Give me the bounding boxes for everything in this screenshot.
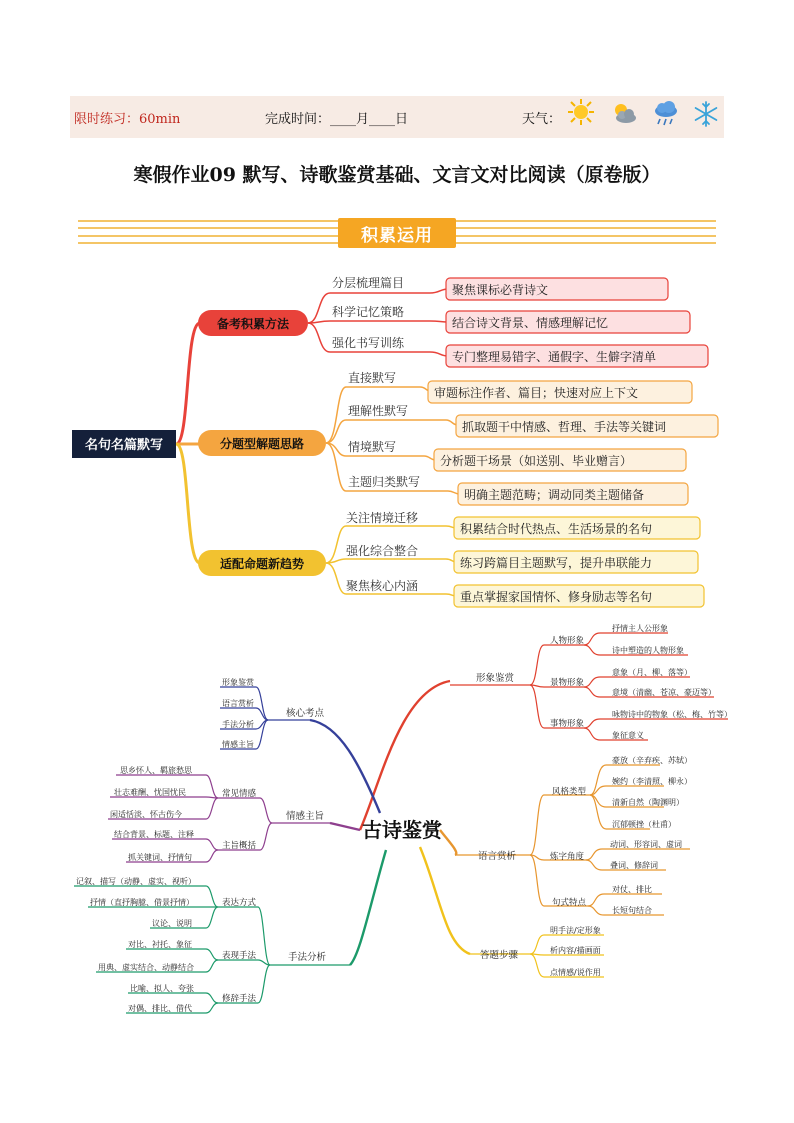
mm2-expression-item-3: 议论、说明 bbox=[152, 919, 192, 928]
mm1-b3-topic-1: 关注情境迁移 bbox=[346, 511, 419, 525]
weather-label: 天气： bbox=[522, 112, 562, 127]
mm2-expression-item-2: 抒情（直抒胸臆、借景抒情） bbox=[90, 898, 194, 907]
page-title: 寒假作业09 默写、诗歌鉴赏基础、文言文对比阅读（原卷版） bbox=[133, 164, 661, 186]
mm1-branch-2-label: 分题型解题思路 bbox=[219, 437, 305, 451]
mm1-b2-detail-1: 审题标注作者、篇目；快速对应上下文 bbox=[434, 386, 639, 400]
mm2-common-item-3: 闲适恬淡、怀古伤今 bbox=[110, 810, 182, 819]
mm2-core-label: 核心考点 bbox=[286, 708, 325, 719]
mm2-summary-label: 主旨概括 bbox=[222, 841, 257, 851]
snowflake-icon bbox=[692, 100, 720, 128]
mm2-summary-item-2: 抓关键词、抒情句 bbox=[128, 853, 192, 862]
mm2-style-item-4: 沉郁顿挫（杜甫） bbox=[612, 820, 676, 829]
sun-icon bbox=[567, 98, 595, 126]
mm2-person-item-1: 抒情主人公形象 bbox=[612, 624, 668, 633]
mm1-b2-topic-2: 理解性默写 bbox=[348, 404, 409, 418]
mm2-performance-item-2: 用典、虚实结合、动静结合 bbox=[98, 963, 194, 972]
mm1-b3-topic-2: 强化综合整合 bbox=[346, 544, 419, 558]
mm2-common-item-1: 思乡怀人、羁旅愁思 bbox=[120, 766, 192, 775]
mm2-expression-label: 表达方式 bbox=[222, 898, 257, 908]
mm2-core-item-1: 形象鉴赏 bbox=[222, 678, 254, 687]
mm2-core-item-2: 语言赏析 bbox=[222, 699, 254, 708]
mm1-b1-detail-2: 结合诗文背景、情感理解记忆 bbox=[452, 316, 609, 330]
mm1-b3-detail-1: 积累结合时代热点、生活场景的名句 bbox=[460, 522, 653, 536]
mm1-b1-detail-1: 聚焦课标必背诗文 bbox=[452, 283, 549, 297]
mm2-step-1: 明手法/定形象 bbox=[550, 926, 601, 935]
mm2-style-item-3: 清新自然（陶渊明） bbox=[612, 798, 684, 807]
mm2-sentence-label: 句式特点 bbox=[552, 898, 587, 908]
mm1-branch-1-label: 备考积累方法 bbox=[216, 317, 290, 331]
partly-cloudy-icon bbox=[610, 100, 638, 128]
mm2-expression-item-1: 记叙、描写（动静、虚实、视听） bbox=[76, 877, 196, 886]
mm2-summary-item-1: 结合背景、标题、注释 bbox=[114, 830, 194, 839]
mm1-b2-topic-1: 直接默写 bbox=[348, 371, 397, 385]
rain-icon bbox=[652, 100, 680, 128]
mm1-b1-topic-1: 分层梳理篇目 bbox=[332, 276, 405, 290]
mm2-words-item-2: 叠词、修辞词 bbox=[610, 861, 658, 870]
mm2-performance-label: 表现手法 bbox=[222, 951, 257, 961]
mm1-b3-detail-2: 练习跨篇目主题默写，提升串联能力 bbox=[460, 556, 653, 570]
mm2-person-item-2: 诗中塑造的人物形象 bbox=[612, 646, 684, 655]
mm2-image-label: 形象鉴赏 bbox=[476, 673, 515, 684]
mindmap-poetry bbox=[0, 615, 794, 1035]
mm2-step-3: 点情感/说作用 bbox=[550, 968, 601, 977]
mm1-b1-detail-3: 专门整理易错字、通假字、生僻字清单 bbox=[452, 350, 657, 364]
mm2-style-label: 风格类型 bbox=[552, 787, 587, 797]
mm2-step-2: 析内容/描画面 bbox=[550, 946, 601, 955]
mm2-rhetoric-item-2: 对偶、排比、借代 bbox=[128, 1004, 192, 1013]
time-limit: 限时练习：60min bbox=[74, 112, 181, 127]
header-bar bbox=[70, 96, 724, 138]
mm2-words-item-1: 动词、形容词、虚词 bbox=[610, 840, 682, 849]
mm1-root: 名句名篇默写 bbox=[84, 438, 164, 453]
mm2-scene-item-1: 意象（月、柳、落等） bbox=[612, 668, 692, 677]
mm1-b2-detail-3: 分析题干场景（如送别、毕业赠言） bbox=[440, 454, 633, 468]
mm1-b2-topic-3: 情境默写 bbox=[348, 440, 397, 454]
mm1-branch-3-label: 适配命题新趋势 bbox=[219, 557, 305, 571]
finish-time: 完成时间：____月____日 bbox=[265, 112, 409, 127]
mm2-thing-item-2: 象征意义 bbox=[612, 731, 644, 740]
mm2-core-item-4: 情感主旨 bbox=[222, 740, 254, 749]
mm2-rhetoric-item-1: 比喻、拟人、夸张 bbox=[130, 984, 194, 993]
mm2-core-item-3: 手法分析 bbox=[222, 720, 254, 729]
mm2-scene-item-2: 意境（清幽、苍凉、豪迈等） bbox=[612, 688, 716, 697]
mm2-performance-item-1: 对比、衬托、象征 bbox=[128, 940, 192, 949]
mm1-b2-detail-2: 抓取题干中情感、哲理、手法等关键词 bbox=[462, 420, 667, 434]
mm2-rhetoric-label: 修辞手法 bbox=[222, 994, 257, 1004]
mm1-b1-topic-3: 强化书写训练 bbox=[332, 336, 405, 350]
mm2-center: 古诗鉴赏 bbox=[362, 818, 442, 842]
mm1-b1-topic-2: 科学记忆策略 bbox=[332, 305, 405, 319]
mm1-b3-topic-3: 聚焦核心内涵 bbox=[346, 579, 419, 593]
mindmap-dictation bbox=[0, 260, 794, 620]
mm2-scene-label: 景物形象 bbox=[550, 678, 585, 688]
section-badge: 积累运用 bbox=[338, 218, 456, 248]
mm2-thing-label: 事物形象 bbox=[550, 719, 585, 729]
mm2-style-item-2: 婉约（李清照、柳永） bbox=[612, 777, 692, 786]
mm2-emotion-label: 情感主旨 bbox=[286, 811, 325, 822]
mm1-b3-detail-3: 重点掌握家国情怀、修身励志等名句 bbox=[460, 590, 653, 604]
mm2-sentence-item-2: 长短句结合 bbox=[612, 906, 652, 915]
mm2-style-item-1: 豪放（辛弃疾、苏轼） bbox=[612, 756, 692, 765]
mm2-technique-label: 手法分析 bbox=[288, 952, 327, 963]
mm1-b2-topic-4: 主题归类默写 bbox=[348, 475, 421, 489]
mm2-words-label: 炼字角度 bbox=[550, 852, 585, 862]
mm2-steps-label: 答题步骤 bbox=[480, 950, 519, 961]
mm2-language-label: 语言赏析 bbox=[478, 851, 517, 862]
mm2-thing-item-1: 咏物诗中的物象（松、梅、竹等） bbox=[612, 710, 732, 719]
mm1-b2-detail-4: 明确主题范畴；调动同类主题储备 bbox=[464, 488, 645, 502]
mm2-person-label: 人物形象 bbox=[550, 636, 585, 646]
mm2-sentence-item-1: 对仗、排比 bbox=[612, 885, 652, 894]
mm2-common-item-2: 壮志难酬、忧国忧民 bbox=[114, 788, 186, 797]
mm2-common-label: 常见情感 bbox=[222, 789, 257, 799]
